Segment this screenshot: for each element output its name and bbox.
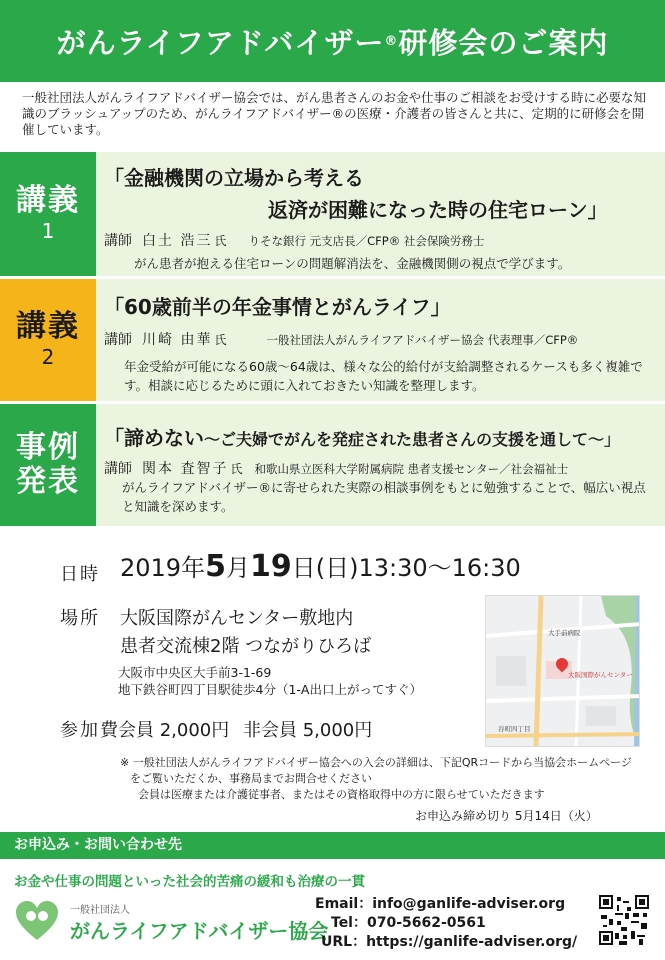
org-logo xyxy=(14,896,329,946)
note-line2: 会員は医療または介護従事者、またはその資格取得中の方に限らせていただきます xyxy=(138,788,545,801)
lecturer-honorific: 氏 xyxy=(230,462,243,476)
date-weekday: (日) xyxy=(315,554,359,582)
logo-heart-icon xyxy=(14,898,60,944)
email-row xyxy=(305,895,577,914)
lecture-2-label: 講義 xyxy=(16,309,80,344)
note-line1: ※ 一般社団法人がんライフアドバイザー協会への入会の詳細は、下記QRコードから当協会ホームページをご覧いただくか、事務局までお問合せください xyxy=(120,756,632,785)
intro-text: 一般社団法人がんライフアドバイザー協会では、がん患者さんのお金や仕事のご相談をお受けする時に必要な知識のブラッシュアップのため、がんライフアドバイザー®の医療・介護者の皆さんと共に、定期的に研修会を開催しています。 xyxy=(22,90,647,137)
case-study-label-2: 発表 xyxy=(16,464,80,499)
url-row xyxy=(305,933,577,952)
case-study-label-1: 事例 xyxy=(16,430,80,465)
fee-member: 会員 2,000円 xyxy=(118,720,230,741)
title-rest: 研修会のご案内 xyxy=(398,25,609,60)
lecture-1-description: がん患者が抱える住宅ローンの問題解消法を、金融機関側の視点で学びます。 xyxy=(134,256,571,271)
fee-nonmember: 非会員 5,000円 xyxy=(243,720,373,741)
lecturer-role: 講師 xyxy=(104,461,132,477)
case-study-description: がんライフアドバイザー®に寄せられた実際の相談事例をもとに勉強することで、幅広い視点と知識を深めます。 xyxy=(122,480,646,514)
url-link[interactable]: https://ganlife-adviser.org/ xyxy=(366,934,578,950)
map-hospital-label: 大手前病院 xyxy=(548,629,581,637)
venue-line2: 患者交流棟2階 つながりひろば xyxy=(120,636,372,657)
case-study-title-main: 「諦めない xyxy=(104,426,204,450)
date-day: 19 xyxy=(249,549,292,584)
lecture-1 xyxy=(0,152,665,276)
case-study-side xyxy=(0,404,96,526)
date-time: 13:30～16:30 xyxy=(358,554,521,582)
venue-map xyxy=(485,595,640,747)
deadline-text: お申込み締め切り 5月14日（火） xyxy=(415,809,598,823)
lecturer-honorific: 氏 xyxy=(214,333,227,347)
contact-heading: お申込み・お問い合わせ先 xyxy=(0,832,665,859)
case-study-lecturer xyxy=(104,458,568,478)
lecturer-role: 講師 xyxy=(104,332,132,348)
title-main: がんライフアドバイザー xyxy=(56,25,385,60)
email-label: Email： xyxy=(315,896,373,912)
date-label: 日時 xyxy=(60,564,100,585)
qr-code-icon[interactable] xyxy=(599,895,649,945)
page-title xyxy=(0,0,665,82)
lecture-2-description: 年金受給が可能になる60歳～64歳は、様々な公的給付が支給調整されるケースも多く複雑です。相談に応じるために頭に入れておきたい知識を整理します。 xyxy=(124,359,643,393)
case-study-body xyxy=(96,404,665,526)
lecturer-affiliation: 和歌山県立医科大学附属病院 患者支援センター／社会福祉士 xyxy=(254,462,569,476)
lecture-2-body xyxy=(96,279,665,401)
case-study-title xyxy=(104,422,620,451)
map-station-label: 谷町四丁目 xyxy=(498,725,531,733)
date-year: 2019年 xyxy=(120,554,206,582)
lecture-1-label: 講義 xyxy=(16,183,80,218)
lecture-1-title-line1: 「金融機関の立場から考える xyxy=(104,166,364,190)
fee-label: 参加費 xyxy=(60,720,120,741)
case-study-title-sub: ～ご夫婦でがんを発症された患者さんの支援を通して～」 xyxy=(204,430,621,449)
lecture-1-number: 1 xyxy=(41,219,55,243)
url-label: URL： xyxy=(321,934,367,950)
tagline: お金や仕事の問題といった社会的苦痛の緩和も治療の一貫 xyxy=(14,874,365,890)
lecture-1-body xyxy=(96,152,665,276)
registered-mark: ® xyxy=(384,33,399,49)
fee-values xyxy=(118,716,380,742)
lecture-2-lecturer xyxy=(104,329,578,349)
lecturer-role: 講師 xyxy=(104,233,132,249)
lecturer-name: 川崎 由華 xyxy=(142,332,213,348)
lecture-1-title-line2: 返済が困難になった時の住宅ローン」 xyxy=(268,198,608,222)
lecturer-affiliation: りそな銀行 元支店長／CFP® 社会保険労務士 xyxy=(248,234,485,248)
venue-label: 場所 xyxy=(60,608,100,629)
lecturer-name: 白土 浩三 xyxy=(142,233,213,249)
tel-label: Tel： xyxy=(331,915,367,931)
date-value xyxy=(120,548,521,584)
lecture-1-lecturer xyxy=(104,230,484,250)
org-type: 一般社団法人 xyxy=(70,905,130,916)
lecturer-honorific: 氏 xyxy=(214,234,227,248)
lecture-2 xyxy=(0,279,665,401)
map-pin-label: 大阪国際がんセンター xyxy=(568,671,633,679)
date-day-unit: 日 xyxy=(291,554,316,582)
lecture-2-title: 「60歳前半の年金事情とがんライフ」 xyxy=(104,295,451,319)
tel-row xyxy=(305,914,577,933)
venue-line1: 大阪国際がんセンター敷地内 xyxy=(120,608,354,629)
address-line1: 大阪市中央区大手前3-1-69 xyxy=(118,665,272,680)
membership-note xyxy=(120,755,640,803)
lecturer-name: 関本 査智子 xyxy=(142,461,229,477)
contact-info xyxy=(305,895,577,952)
org-name: がんライフアドバイザー協会 xyxy=(70,919,329,943)
email-link[interactable]: info@ganlife-adviser.org xyxy=(372,896,566,912)
date-month-unit: 月 xyxy=(225,554,250,582)
lecture-2-number: 2 xyxy=(41,345,55,369)
tel-link[interactable]: 070-5662-0561 xyxy=(366,915,486,931)
lecturer-affiliation: 一般社団法人がんライフアドバイザー協会 代表理事／CFP® xyxy=(266,333,579,347)
lecture-1-side xyxy=(0,152,96,276)
date-month: 5 xyxy=(205,549,226,584)
case-study xyxy=(0,404,665,526)
lecture-2-side xyxy=(0,279,96,401)
address-line2: 地下鉄谷町四丁目駅徒歩4分（1-A出口上がってすぐ） xyxy=(118,682,422,697)
